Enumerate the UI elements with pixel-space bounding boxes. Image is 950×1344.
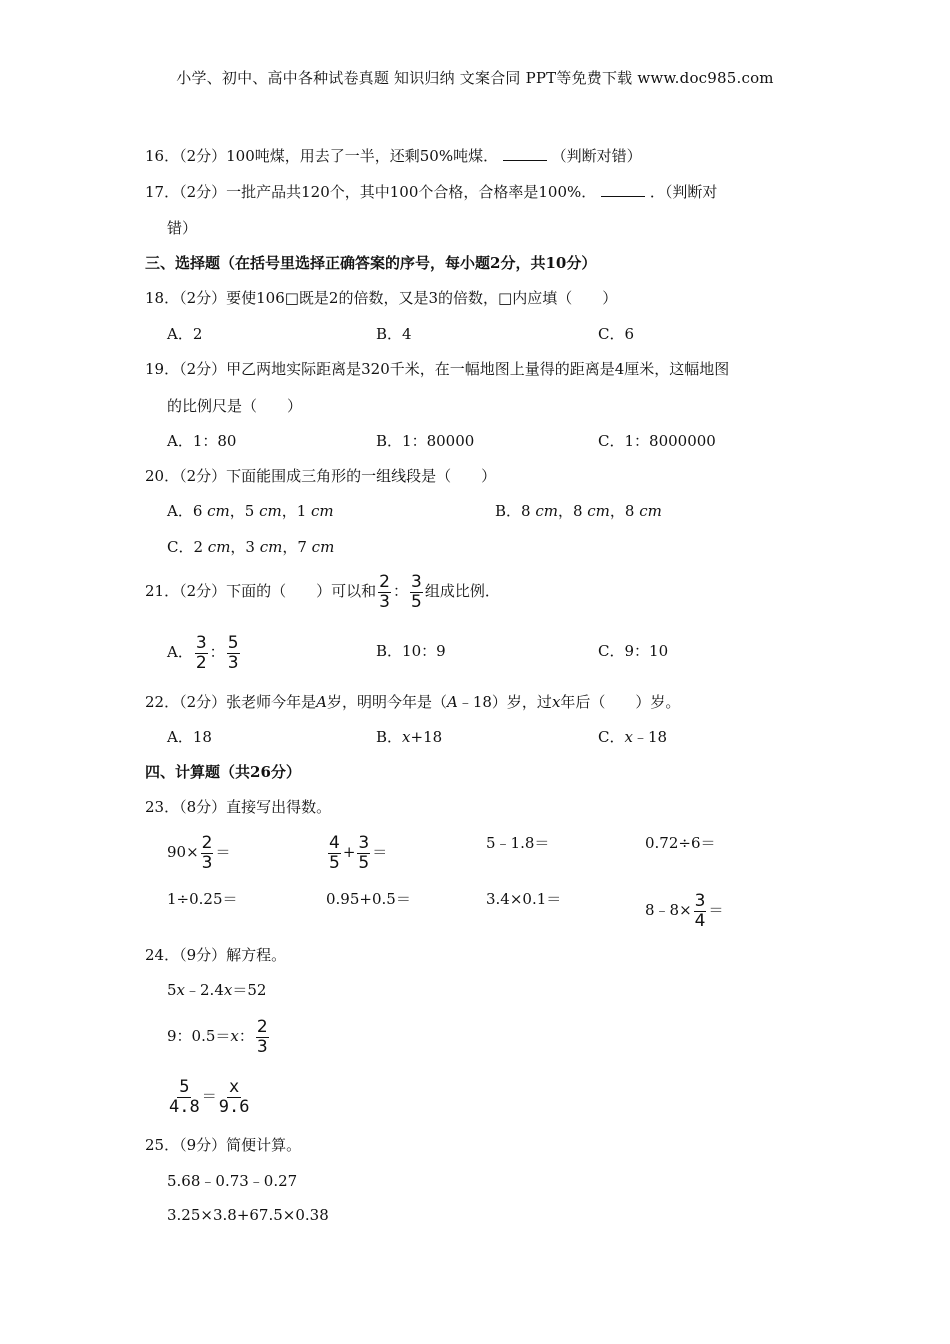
fraction — [378, 573, 391, 612]
question-22-text: 22．（2分）张老师今年是 — [145, 693, 317, 711]
denominator: 3 — [201, 852, 213, 873]
denominator: 3 — [379, 591, 390, 612]
denominator: 4 — [694, 910, 706, 931]
denominator: 9.6 — [218, 1096, 250, 1117]
option-c-value: ﹣18 — [632, 728, 668, 746]
equation-text: 5 — [167, 981, 177, 999]
question-19-option-c[interactable]: C．1：8000000 — [598, 432, 716, 450]
equation-text: ＝52 — [232, 981, 267, 999]
question-17-text: 17．（2分）一批产品共120个，其中100个合格，合格率是100%． — [145, 183, 597, 201]
denominator: 2 — [195, 652, 207, 673]
option-c-value: ，3 — [230, 538, 260, 556]
fraction — [256, 1018, 269, 1057]
section-3-title: 三、选择题（在括号里选择正确答案的序号，每小题2分，共10分） — [145, 254, 597, 272]
fraction — [169, 1078, 200, 1117]
operator: + — [342, 843, 356, 861]
question-22 — [145, 691, 680, 713]
variable: x — [223, 981, 233, 999]
unit: cm — [259, 538, 283, 556]
question-21 — [145, 569, 500, 613]
numerator: 4 — [329, 832, 340, 853]
question-16-text: 16．（2分）100吨煤，用去了一半，还剩50%吨煤． — [145, 147, 499, 165]
calc-expression-8 — [645, 888, 724, 932]
option-a-value: ，1 — [281, 502, 312, 520]
calc-expression-2 — [326, 830, 387, 874]
variable: x — [176, 981, 186, 999]
equation-1 — [167, 979, 266, 1001]
question-20-option-b[interactable] — [495, 500, 662, 522]
ratio-colon: ： — [392, 582, 408, 600]
unit: cm — [207, 538, 231, 556]
question-17-suffix: ．（判断对 — [649, 183, 718, 201]
expression-text: ＝ — [215, 843, 231, 861]
option-b-value: ，8 — [557, 502, 588, 520]
question-20-option-c[interactable] — [167, 536, 334, 558]
fraction — [195, 634, 208, 673]
option-c-value: ，7 — [282, 538, 312, 556]
question-19-text: 19．（2分）甲乙两地实际距离是320千米，在一幅地图上量得的距离是4厘米，这幅地图 — [145, 360, 730, 378]
unit: cm — [259, 502, 282, 520]
calc-expression-4: 0.72÷6＝ — [645, 834, 716, 852]
variable: x — [624, 728, 633, 746]
option-b-label: B． — [376, 728, 403, 746]
unit: cm — [311, 538, 335, 556]
expression-text: 90× — [167, 843, 199, 861]
question-22-option-a[interactable]: A．18 — [167, 728, 212, 746]
numerator: 2 — [201, 832, 213, 853]
question-21-option-b[interactable]: B．10：9 — [376, 642, 446, 660]
numerator: x — [228, 1076, 240, 1097]
question-23-text: 23．（8分）直接写出得数。 — [145, 798, 332, 816]
fraction — [227, 634, 240, 673]
variable: x — [230, 1027, 239, 1045]
denominator: 4.8 — [169, 1096, 200, 1117]
fraction — [410, 573, 423, 612]
page-header: 小学、初中、高中各种试卷真题 知识归纳 文案合同 PPT等免费下载 www.doc985.com — [176, 69, 774, 87]
denominator: 5 — [358, 852, 370, 873]
numerator: 3 — [358, 832, 370, 853]
calc-expression-5: 1÷0.25＝ — [167, 890, 238, 908]
option-a-value: ，5 — [229, 502, 260, 520]
question-22-text: 年后（ ）岁。 — [560, 693, 681, 711]
numerator: 5 — [179, 1076, 190, 1097]
denominator: 5 — [410, 591, 422, 612]
equation-text: ﹣2.4 — [185, 981, 224, 999]
question-24-text: 24．（9分）解方程。 — [145, 946, 287, 964]
question-20-text: 20．（2分）下面能围成三角形的一组线段是（ ） — [145, 467, 497, 485]
equals-sign: ＝ — [201, 1087, 217, 1105]
variable: A — [447, 693, 458, 711]
equation-text: ： — [238, 1027, 254, 1045]
equation-text: 9：0.5＝ — [167, 1027, 231, 1045]
unit: cm — [311, 502, 334, 520]
question-22-option-c[interactable] — [598, 726, 667, 748]
numerator: 3 — [410, 571, 422, 592]
expression-text: ＝ — [708, 901, 724, 919]
denominator: 5 — [329, 852, 340, 873]
option-c-label: C．2 — [167, 538, 208, 556]
question-19-option-a[interactable]: A．1：80 — [167, 432, 237, 450]
option-b-value: +18 — [410, 728, 443, 746]
unit: cm — [207, 502, 230, 520]
denominator: 3 — [256, 1036, 268, 1057]
denominator: 3 — [227, 652, 239, 673]
question-22-option-b[interactable] — [376, 726, 442, 748]
fraction — [328, 834, 341, 873]
question-21-option-a[interactable] — [167, 630, 242, 674]
option-c-label: C． — [598, 728, 625, 746]
numerator: 2 — [256, 1016, 268, 1037]
calc-expression-6: 0.95+0.5＝ — [326, 890, 411, 908]
question-21-suffix: 组成比例． — [424, 582, 500, 600]
question-18-option-a[interactable]: A．2 — [167, 325, 203, 343]
variable: x — [402, 728, 411, 746]
numerator: 2 — [379, 571, 390, 592]
question-21-text: 21．（2分）下面的（ ）可以和 — [145, 582, 377, 600]
fraction — [219, 1078, 250, 1117]
simplify-expression-1: 5.68﹣0.73﹣0.27 — [167, 1172, 298, 1190]
unit: cm — [587, 502, 610, 520]
question-18-option-c[interactable]: C．6 — [598, 325, 635, 343]
numerator: 3 — [195, 632, 207, 653]
question-22-text: ﹣18）岁，过 — [457, 693, 552, 711]
fraction — [357, 834, 370, 873]
option-a-label: A．6 — [167, 502, 208, 520]
question-20-option-a[interactable] — [167, 500, 334, 522]
ratio-colon: ： — [209, 643, 225, 661]
variable: A — [316, 693, 327, 711]
expression-text: ＝ — [372, 843, 388, 861]
question-21-option-c[interactable]: C．9：10 — [598, 642, 669, 660]
option-a-label: A． — [167, 643, 193, 661]
question-17-continued: 错） — [167, 219, 198, 237]
variable: x — [551, 693, 561, 711]
section-4-title: 四、计算题（共26分） — [145, 763, 301, 781]
unit: cm — [639, 502, 662, 520]
question-25-text: 25．（9分）简便计算。 — [145, 1136, 302, 1154]
question-18-text: 18．（2分）要使106□既是2的倍数，又是3的倍数，□内应填（ ） — [145, 289, 618, 307]
fraction — [694, 892, 707, 931]
numerator: 5 — [227, 632, 239, 653]
question-22-text: 岁，明明今年是（ — [326, 693, 447, 711]
answer-blank-16[interactable] — [503, 146, 547, 161]
fraction — [201, 834, 214, 873]
question-19-option-b[interactable]: B．1：80000 — [376, 432, 475, 450]
question-19-text-continued: 的比例尺是（ ） — [167, 397, 303, 415]
option-b-value: ，8 — [609, 502, 640, 520]
question-18-option-b[interactable]: B．4 — [376, 325, 412, 343]
unit: cm — [535, 502, 558, 520]
equation-3 — [167, 1074, 251, 1118]
question-16 — [145, 145, 642, 167]
question-17 — [145, 181, 717, 203]
calc-expression-7: 3.4×0.1＝ — [486, 890, 562, 908]
calc-expression-1 — [167, 830, 231, 874]
question-16-suffix: （判断对错） — [551, 147, 642, 165]
equation-2 — [167, 1014, 271, 1058]
expression-text: 8﹣8× — [645, 901, 692, 919]
numerator: 3 — [694, 890, 706, 911]
option-b-label: B．8 — [495, 502, 536, 520]
answer-blank-17[interactable] — [601, 182, 645, 197]
simplify-expression-2: 3.25×3.8+67.5×0.38 — [167, 1206, 329, 1224]
calc-expression-3: 5﹣1.8＝ — [486, 834, 550, 852]
